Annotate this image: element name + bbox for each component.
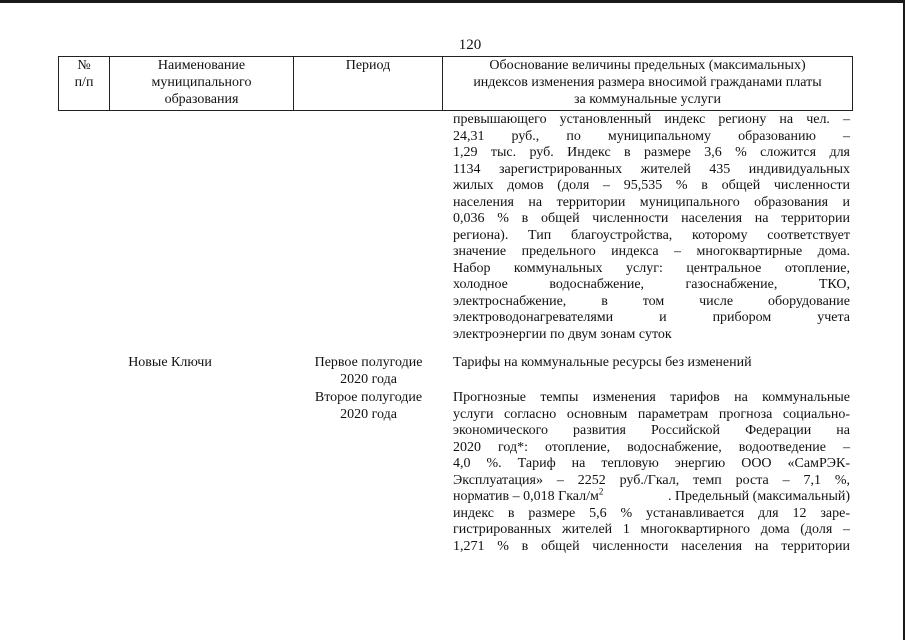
scan-top-edge (0, 0, 905, 3)
period-first-half-line-1: Первое полугодие (314, 355, 423, 370)
header-period-label: Период (345, 58, 391, 73)
basis-line-7-tail: . Предельный (максимальный) (667, 489, 850, 504)
header-municipality (110, 57, 293, 108)
header-municipality-line-3: образования (164, 92, 239, 107)
basis-line-7-text: норматив – 0,018 Гкал/м (453, 489, 599, 504)
page-number: 120 (458, 37, 482, 53)
basis-line: Прогнозные темпы изменения тарифов на коммунальные (453, 390, 850, 405)
continuation-line: жилых домов (доля – 95,535 % в общей численности (453, 178, 850, 193)
continuation-line: электроэнергии по двум зонам суток (453, 326, 672, 342)
continuation-line: Набор коммунальных услуг: центральное отопление, (453, 260, 850, 276)
basis-line: экономического развития Российской Федерации на (453, 423, 850, 438)
continuation-line: населения на территории муниципального образования и (453, 194, 850, 210)
superscript-2: 2 (598, 486, 604, 497)
table-header-bottom-border (58, 110, 853, 111)
table-border-right (852, 56, 853, 111)
basis-line-with-superscript (453, 486, 850, 506)
continuation-line: электроснабжение, в том числе оборудование (453, 293, 850, 309)
continuation-line: 1,29 тыс. руб. Индекс в размере 3,6 % сложится для (453, 145, 850, 160)
continuation-line: электроводонагревателями и прибором учета (453, 310, 850, 325)
header-municipality-line-1: Наименование (157, 58, 246, 73)
continuation-line: 1134 зарегистрированных жителей 435 индивидуальных (453, 161, 850, 177)
period-second-half-line-2: 2020 года (340, 406, 397, 422)
header-basis-line-3: за коммунальные услуги (573, 92, 722, 107)
header-basis-line-1: Обоснование величины предельных (максимальных) (489, 58, 806, 73)
basis-second-half (453, 390, 850, 555)
header-period (294, 57, 442, 74)
continuation-line: региона). Тип благоустройства, которому соответствует (453, 227, 850, 243)
continuation-paragraph (453, 112, 850, 343)
basis-line-7-head (453, 486, 604, 506)
header-basis-line-2: индексов изменения размера вносимой гражданами платы (473, 75, 822, 90)
continuation-line: 0,036 % в общей численности населения на территории (453, 211, 850, 226)
period-first-half (296, 355, 441, 388)
basis-first-half: Тарифы на коммунальные ресурсы без изменений (453, 355, 752, 370)
header-number (59, 57, 109, 91)
period-second-half-line-1: Второе полугодие (314, 390, 423, 405)
header-number-line-1: № (77, 58, 91, 73)
continuation-line: 24,31 руб., по муниципальному образованию – (453, 128, 850, 144)
header-basis (443, 57, 852, 108)
continuation-line: холодное водоснабжение, газоснабжение, ТКО, (453, 277, 850, 292)
period-second-half (296, 390, 441, 423)
period-first-half-line-2: 2020 года (340, 371, 397, 387)
basis-line: гистрированных жителей 1 многоквартирного дома (доля – (453, 522, 850, 537)
basis-line: услуги согласно основным параметрам прогноза социально- (453, 406, 850, 422)
header-number-line-2: п/п (74, 75, 94, 90)
continuation-line: превышающего установленный индекс региону на чел. – (453, 112, 850, 127)
basis-line: 1,271 % в общей численности населения на территории (453, 538, 850, 554)
basis-line: индекс в размере 5,6 % устанавливается для 12 заре- (453, 505, 850, 521)
basis-line: 2020 год*: отопление, водоснабжение, водоотведение – (453, 439, 850, 455)
basis-line: Эксплуатация» – 2252 руб./Гкал, темп роста – 7,1 %, (453, 472, 850, 488)
municipality-name: Новые Ключи (128, 355, 212, 370)
basis-line: 4,0 %. Тариф на тепловую энергию ООО «СамРЭК- (453, 456, 850, 471)
header-municipality-line-2: муниципального (151, 75, 252, 90)
continuation-line: значение предельного индекса – многоквартирные дома. (453, 244, 850, 259)
